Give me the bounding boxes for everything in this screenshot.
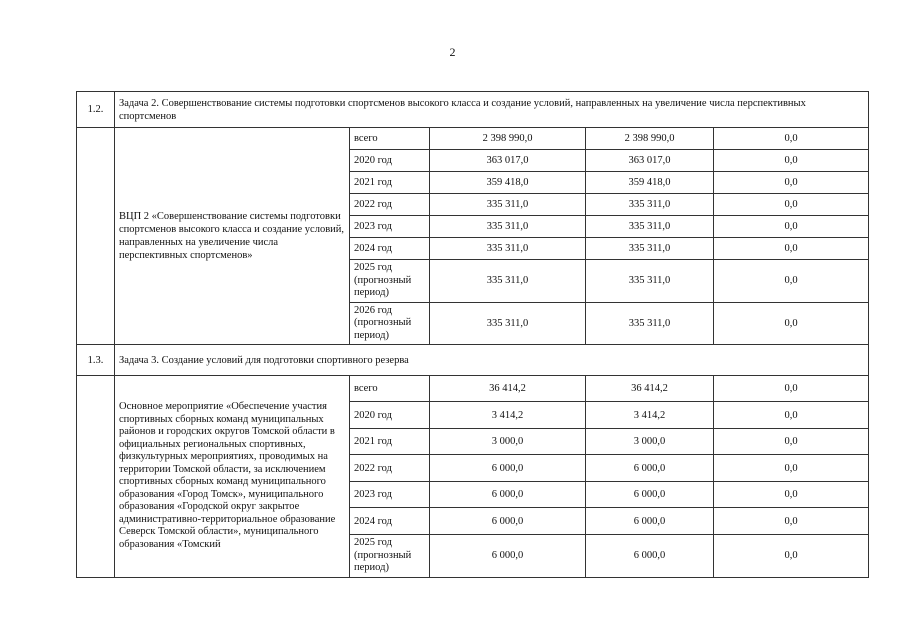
value-other: 0,0 xyxy=(714,238,869,260)
value-budget: 3 000,0 xyxy=(586,429,714,455)
task-title: Задача 3. Создание условий для подготовки спортивного резерва xyxy=(115,345,869,376)
value-budget: 335 311,0 xyxy=(586,216,714,238)
value-total: 359 418,0 xyxy=(430,172,586,194)
period-cell: 2021 год xyxy=(350,172,430,194)
value-other: 0,0 xyxy=(714,455,869,482)
value-total: 363 017,0 xyxy=(430,150,586,172)
value-total: 6 000,0 xyxy=(430,455,586,482)
value-total: 36 414,2 xyxy=(430,376,586,402)
value-budget: 335 311,0 xyxy=(586,302,714,345)
value-other: 0,0 xyxy=(714,260,869,303)
value-other: 0,0 xyxy=(714,194,869,216)
value-other: 0,0 xyxy=(714,216,869,238)
value-other: 0,0 xyxy=(714,128,869,150)
value-budget: 6 000,0 xyxy=(586,535,714,578)
table-row xyxy=(77,128,869,150)
value-total: 3 414,2 xyxy=(430,402,586,429)
value-other: 0,0 xyxy=(714,482,869,508)
section-number: 1.2. xyxy=(77,92,115,128)
value-total: 6 000,0 xyxy=(430,482,586,508)
value-other: 0,0 xyxy=(714,172,869,194)
value-total: 6 000,0 xyxy=(430,535,586,578)
empty-cell xyxy=(77,128,115,345)
value-total: 335 311,0 xyxy=(430,216,586,238)
value-total: 6 000,0 xyxy=(430,508,586,535)
period-cell: всего xyxy=(350,376,430,402)
value-budget: 335 311,0 xyxy=(586,194,714,216)
value-other: 0,0 xyxy=(714,302,869,345)
value-total: 335 311,0 xyxy=(430,194,586,216)
value-other: 0,0 xyxy=(714,508,869,535)
value-budget: 359 418,0 xyxy=(586,172,714,194)
task-title: Задача 2. Совершенствование системы подготовки спортсменов высокого класса и создание условий, направленных на увеличение числа перспективных спортсменов xyxy=(115,92,869,128)
value-budget: 6 000,0 xyxy=(586,508,714,535)
value-other: 0,0 xyxy=(714,376,869,402)
table-row xyxy=(77,376,869,402)
value-other: 0,0 xyxy=(714,150,869,172)
funding-table xyxy=(76,91,869,578)
value-budget: 363 017,0 xyxy=(586,150,714,172)
activity-description: ВЦП 2 «Совершенствование системы подготовки спортсменов высокого класса и создание условий, направленных на увеличение числа перспективных спортсменов» xyxy=(115,128,350,345)
task-row xyxy=(77,345,869,376)
page-number: 2 xyxy=(449,45,456,59)
period-cell: 2024 год xyxy=(350,238,430,260)
value-total: 335 311,0 xyxy=(430,238,586,260)
empty-cell xyxy=(77,376,115,578)
period-cell: 2020 год xyxy=(350,150,430,172)
period-cell: 2022 год xyxy=(350,194,430,216)
value-budget: 335 311,0 xyxy=(586,260,714,303)
value-budget: 6 000,0 xyxy=(586,482,714,508)
task-row xyxy=(77,92,869,128)
period-cell: 2025 год (прогнозный период) xyxy=(350,535,430,578)
period-cell: 2022 год xyxy=(350,455,430,482)
value-other: 0,0 xyxy=(714,429,869,455)
value-budget: 335 311,0 xyxy=(586,238,714,260)
period-cell: всего xyxy=(350,128,430,150)
value-budget: 6 000,0 xyxy=(586,455,714,482)
period-cell: 2023 год xyxy=(350,216,430,238)
value-other: 0,0 xyxy=(714,535,869,578)
activity-description: Основное мероприятие «Обеспечение участия спортивных сборных команд муниципальных районов и городских округов Томской области в официальных региональных спортивных, физкультурных мероприятиях, проводимых на территории Томской области, за исключением спортивных сборных команд муниципального образования «Город Томск», муниципального образования «Городской округ закрытое административно-территориальное образование Северск Томской области», муниципального образования «Томский xyxy=(115,376,350,578)
value-total: 3 000,0 xyxy=(430,429,586,455)
value-other: 0,0 xyxy=(714,402,869,429)
period-cell: 2024 год xyxy=(350,508,430,535)
period-cell: 2026 год (прогнозный период) xyxy=(350,302,430,345)
period-cell: 2020 год xyxy=(350,402,430,429)
value-budget: 2 398 990,0 xyxy=(586,128,714,150)
period-cell: 2023 год xyxy=(350,482,430,508)
section-number: 1.3. xyxy=(77,345,115,376)
value-budget: 36 414,2 xyxy=(586,376,714,402)
value-total: 2 398 990,0 xyxy=(430,128,586,150)
value-budget: 3 414,2 xyxy=(586,402,714,429)
period-cell: 2025 год (прогнозный период) xyxy=(350,260,430,303)
period-cell: 2021 год xyxy=(350,429,430,455)
value-total: 335 311,0 xyxy=(430,302,586,345)
value-total: 335 311,0 xyxy=(430,260,586,303)
